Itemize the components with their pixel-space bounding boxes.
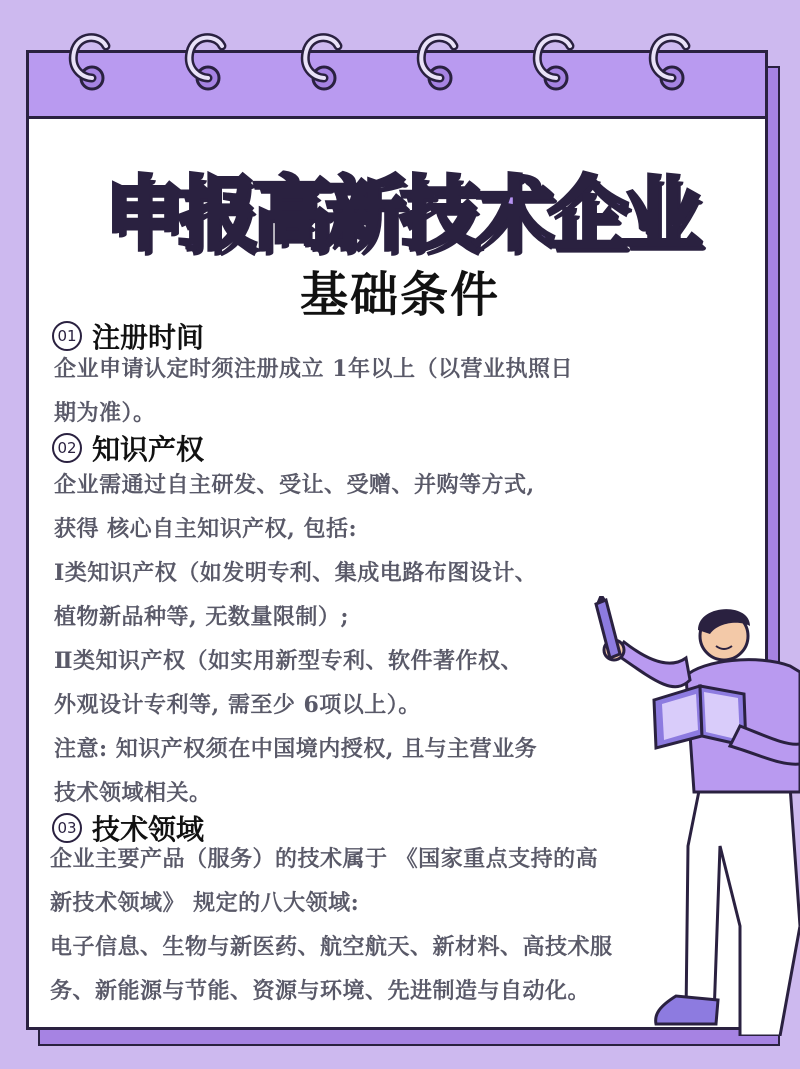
section-2-line-7: 注意: 知识产权须在中国境内授权, 且与主营业务 — [54, 736, 538, 762]
binder-ring-icon — [64, 28, 116, 104]
raised-arm — [616, 642, 690, 687]
binder-ring-icon — [296, 28, 348, 104]
section-2-line-8: 技术领域相关。 — [54, 780, 212, 806]
section-3-heading: 技术领域 — [92, 813, 205, 846]
binder-ring-icon — [180, 28, 232, 104]
section-2-line-2: 获得 核心自主知识产权, 包括: — [54, 516, 358, 542]
page-subtitle: 基础条件 — [299, 267, 500, 323]
person-illustration — [590, 596, 800, 1036]
section-2-line-6: 外观设计专利等, 需至少 6项以上）。 — [54, 692, 421, 718]
shoe — [656, 996, 718, 1024]
section-1-line-1: 企业申请认定时须注册成立 1年以上（以营业执照日 — [54, 356, 573, 382]
page-title: 申报高新技术企业 — [104, 168, 696, 261]
section-3-number-badge: 03 — [52, 813, 82, 843]
section-2-number-badge: 02 — [52, 433, 82, 463]
section-2-line-1: 企业需通过自主研发、受让、受赠、并购等方式, — [54, 472, 535, 498]
section-2-heading: 知识产权 — [92, 433, 205, 466]
section-3-line-2: 新技术领域》 规定的八大领域: — [50, 890, 360, 916]
section-1-line-2: 期为准）。 — [54, 400, 156, 426]
section-1-heading: 注册时间 — [92, 321, 205, 354]
binder-ring-icon — [644, 28, 696, 104]
pencil-icon — [596, 596, 620, 658]
binder-ring-icon — [528, 28, 580, 104]
binder-ring-icon — [412, 28, 464, 104]
section-3-line-3: 电子信息、生物与新医药、航空航天、新材料、高技术服 — [50, 934, 613, 960]
section-3-line-1: 企业主要产品（服务）的技术属于 《国家重点支持的高 — [50, 846, 599, 872]
section-1-number-badge: 01 — [52, 321, 82, 351]
section-1-header — [52, 316, 204, 356]
section-2-line-4: 植物新品种等, 无数量限制）; — [54, 604, 349, 630]
section-3-line-4: 务、新能源与节能、资源与环境、先进制造与自动化。 — [50, 978, 591, 1004]
section-2-header — [52, 428, 204, 468]
section-2-line-5: Ⅱ类知识产权（如实用新型专利、软件著作权、 — [54, 648, 524, 674]
section-2-line-3: Ⅰ类知识产权（如发明专利、集成电路布图设计、 — [54, 560, 538, 586]
